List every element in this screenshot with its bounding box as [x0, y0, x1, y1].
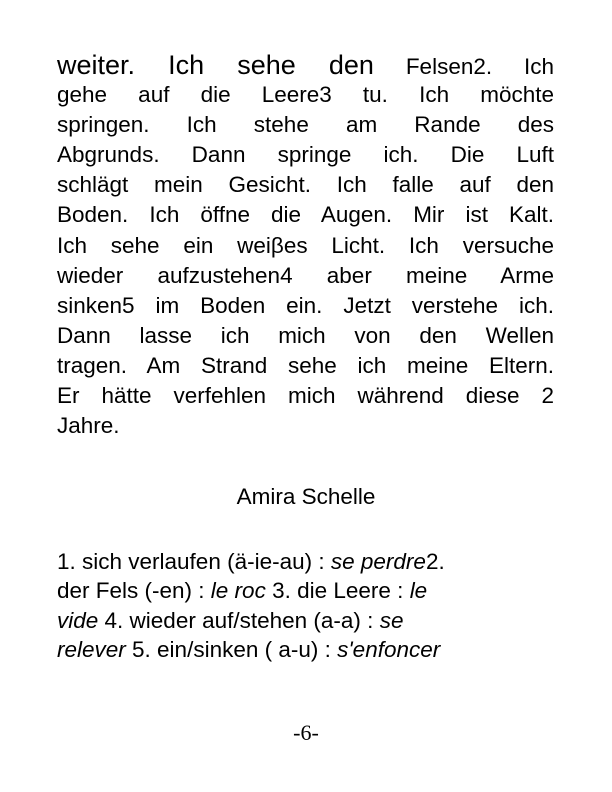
footnotes [57, 547, 557, 665]
footnote-2-number: 2. [425, 549, 445, 574]
footnote-4-translation-part2: relever [57, 637, 126, 663]
footnote-5-term: 5. ein/sinken ( a-u) : [125, 637, 338, 663]
story-line: schlägt mein Gesicht. Ich falle auf den [57, 172, 554, 198]
story-line: Dann lasse ich mich von den Wellen [57, 322, 554, 348]
author-name: Amira Schelle [236, 484, 376, 509]
footnote-3-term: 3. die Leere : [265, 578, 410, 604]
footnote-2-term: der Fels (-en) : [57, 578, 211, 604]
story-text [57, 50, 554, 441]
story-line: Abgrunds. Dann springe ich. Die Luft [57, 142, 554, 168]
story-line: Boden. Ich öffne die Augen. Mir ist Kalt. [57, 202, 554, 228]
footnote-line [57, 576, 557, 605]
footnote-line [57, 606, 557, 635]
footnote-5-translation: s'enfoncer [337, 637, 441, 663]
story-line: Ich sehe ein weiβes Licht. Ich versuche [57, 232, 554, 258]
story-line: gehe auf die Leere3 tu. Ich möchte [57, 82, 554, 108]
footnote-1-translation: se perdre [330, 549, 426, 574]
footnote-line [57, 547, 557, 576]
footnote-4-term: 4. wieder auf/stehen (a-a) : [98, 607, 380, 633]
footnote-1-term: 1. sich verlaufen (ä-ie-au) : [57, 549, 331, 574]
footnote-3-translation-part2: vide [57, 607, 99, 633]
footnote-4-translation-part1: se [379, 607, 404, 633]
story-line: springen. Ich stehe am Rande des [57, 112, 554, 138]
story-line: Er hätte verfehlen mich während diese 2 [57, 383, 554, 409]
footnote-3-translation-part1: le [409, 578, 428, 604]
story-line: tragen. Am Strand sehe ich meine Eltern. [57, 352, 554, 378]
page-number: -6- [293, 720, 319, 745]
footnote-2-translation: le roc [210, 578, 266, 604]
story-line [57, 50, 554, 80]
story-line-lead: weiter. Ich sehe den [57, 50, 374, 80]
story-line: Jahre. [57, 413, 120, 439]
story-line-tail: Felsen2. Ich [405, 54, 554, 79]
story-line: sinken5 im Boden ein. Jetzt verstehe ich. [57, 292, 554, 318]
story-line: wieder aufzustehen4 aber meine Arme [57, 262, 554, 288]
footnote-line [57, 635, 557, 664]
